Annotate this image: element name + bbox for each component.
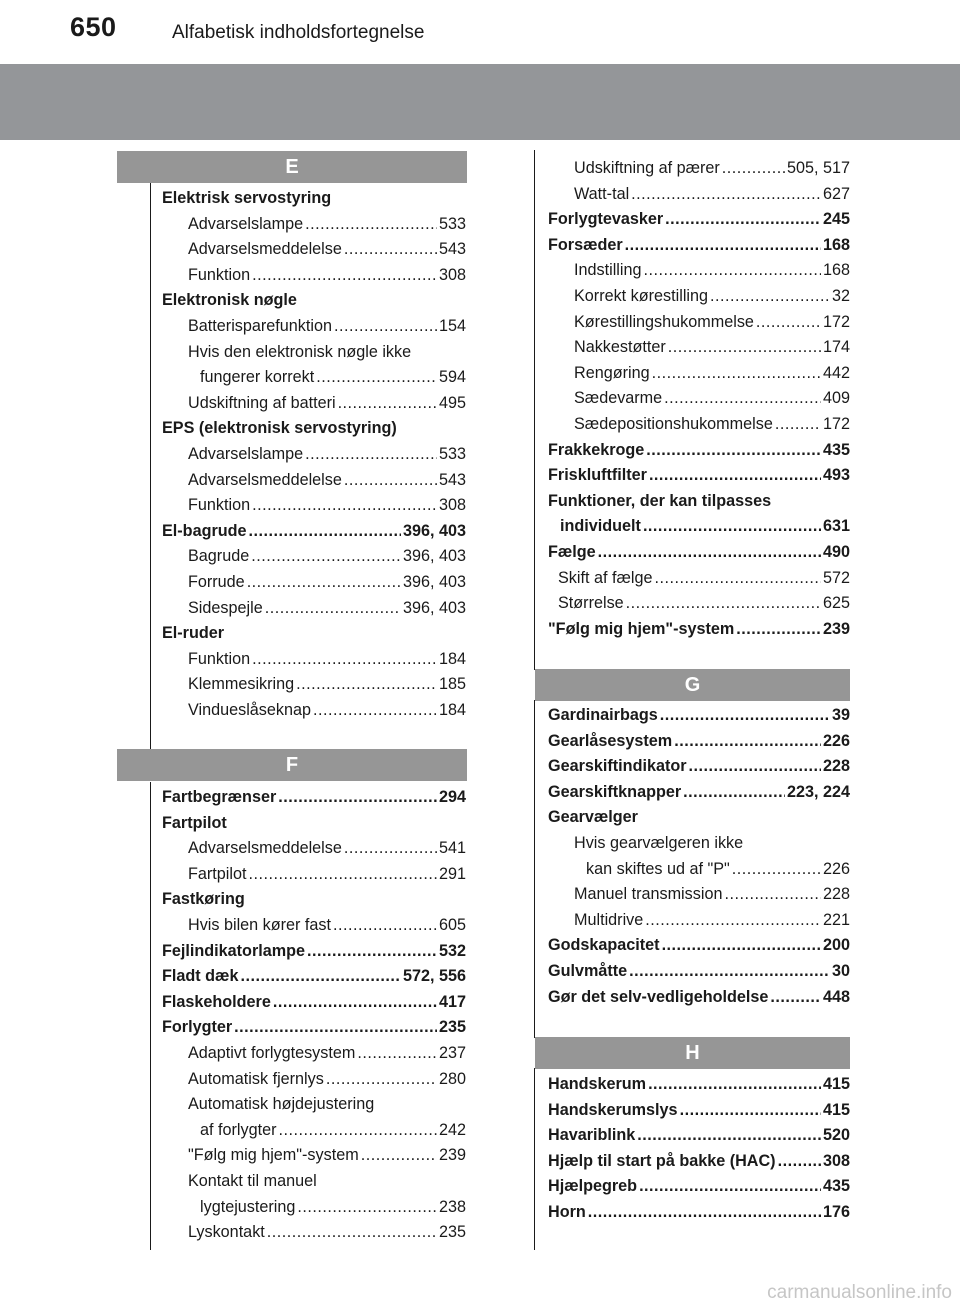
entry-label: Sædevarme bbox=[574, 389, 663, 408]
entry-label: individuelt bbox=[560, 517, 641, 536]
index-entry bbox=[548, 335, 850, 361]
index-entry bbox=[162, 1143, 466, 1169]
entry-page: 39 bbox=[831, 706, 850, 724]
entry-page: 533 bbox=[438, 214, 466, 233]
entry-label: Fejlindikatorlampe bbox=[162, 941, 306, 960]
leader-dots bbox=[736, 617, 821, 643]
entry-label: Hvis bilen kører fast bbox=[188, 915, 332, 934]
entry-page: 168 bbox=[822, 261, 850, 280]
entry-page: 221 bbox=[822, 910, 850, 929]
entry-label: Funktion bbox=[188, 649, 251, 668]
entry-page: 415 bbox=[822, 1100, 850, 1119]
column-rule-right-3 bbox=[534, 1068, 535, 1250]
entry-label: Gulvmåtte bbox=[548, 961, 628, 980]
entry-label: Forlygtevasker bbox=[548, 210, 664, 229]
index-entry bbox=[548, 933, 850, 959]
index-entry bbox=[548, 908, 850, 934]
index-entry bbox=[548, 959, 850, 985]
leader-dots bbox=[247, 570, 401, 596]
leader-dots bbox=[654, 566, 821, 592]
index-entry bbox=[548, 857, 850, 883]
entry-label: Kørestillingshukommelse bbox=[574, 312, 754, 331]
index-list-f-continued bbox=[548, 156, 850, 642]
entry-page: 245 bbox=[822, 210, 850, 229]
leader-dots bbox=[680, 1098, 821, 1124]
leader-dots bbox=[588, 1200, 821, 1226]
entry-label: Gør det selv-vedligeholdelse bbox=[548, 987, 769, 1006]
leader-dots bbox=[326, 1067, 437, 1093]
entry-label: fungerer korrekt bbox=[200, 368, 315, 387]
entry-label: Gearskiftindikator bbox=[548, 757, 687, 776]
entry-label: Havariblink bbox=[548, 1126, 636, 1145]
entry-label: Friskluftfilter bbox=[548, 466, 647, 485]
entry-label: Rengøring bbox=[574, 363, 650, 382]
leader-dots bbox=[724, 882, 821, 908]
index-entry bbox=[548, 1123, 850, 1149]
entry-label: Hjælpegreb bbox=[548, 1177, 638, 1196]
leader-dots bbox=[313, 698, 437, 724]
entry-label: Advarselslampe bbox=[188, 214, 304, 233]
leader-dots bbox=[665, 207, 821, 233]
index-entry bbox=[162, 596, 466, 622]
entry-page: 172 bbox=[822, 312, 850, 331]
index-entry bbox=[162, 1015, 466, 1041]
leader-dots bbox=[644, 258, 821, 284]
entry-page: 543 bbox=[438, 240, 466, 259]
leader-dots bbox=[598, 540, 821, 566]
entry-page: 228 bbox=[822, 757, 850, 776]
index-entry bbox=[162, 391, 466, 417]
entry-page: 435 bbox=[822, 1177, 850, 1196]
entry-page: 226 bbox=[822, 731, 850, 750]
entry-page: 396, 403 bbox=[402, 521, 466, 540]
leader-dots bbox=[637, 1123, 821, 1149]
entry-label: Batterisparefunktion bbox=[188, 316, 332, 335]
entry-label: Udskiftning af batteri bbox=[188, 393, 336, 412]
index-entry bbox=[548, 729, 850, 755]
index-entry bbox=[548, 985, 850, 1011]
entry-page: 396, 403 bbox=[402, 572, 466, 591]
index-entry bbox=[162, 862, 466, 888]
index-entry bbox=[548, 463, 850, 489]
entry-page: 495 bbox=[438, 393, 466, 412]
leader-dots bbox=[249, 519, 401, 545]
leader-dots bbox=[646, 438, 821, 464]
entry-page: 172 bbox=[822, 414, 850, 433]
entry-label: Funktioner, der kan tilpasses bbox=[548, 491, 772, 510]
entry-label: Adaptivt forlygtesystem bbox=[188, 1043, 356, 1062]
page-header bbox=[0, 0, 960, 62]
entry-label: Gardinairbags bbox=[548, 706, 658, 724]
index-entry bbox=[548, 233, 850, 259]
column-rule-right bbox=[534, 150, 535, 670]
entry-label: lygtejustering bbox=[200, 1197, 296, 1216]
entry-label: Elektrisk servostyring bbox=[162, 189, 332, 207]
column-rule-left bbox=[150, 182, 151, 750]
index-entry bbox=[162, 263, 466, 289]
entry-label: Advarselsmeddelelse bbox=[188, 470, 342, 489]
entry-page: 490 bbox=[822, 542, 850, 561]
entry-label: Nakkestøtter bbox=[574, 338, 666, 357]
leader-dots bbox=[361, 1143, 437, 1169]
entry-page: 594 bbox=[438, 368, 466, 387]
index-entry bbox=[162, 990, 466, 1016]
leader-dots bbox=[252, 263, 437, 289]
leader-dots bbox=[297, 1195, 437, 1221]
entry-label: El-ruder bbox=[162, 624, 225, 643]
index-entry bbox=[548, 361, 850, 387]
entry-label: Funktion bbox=[188, 265, 251, 284]
entry-page: 280 bbox=[438, 1069, 466, 1088]
index-entry bbox=[548, 805, 850, 831]
index-entry bbox=[162, 442, 466, 468]
leader-dots bbox=[251, 544, 401, 570]
leader-dots bbox=[344, 468, 437, 494]
index-entry bbox=[162, 964, 466, 990]
section-header-h: H bbox=[535, 1037, 850, 1069]
section-header-e: E bbox=[117, 151, 467, 183]
index-entry bbox=[162, 570, 466, 596]
index-entry bbox=[548, 514, 850, 540]
entry-page: 228 bbox=[822, 885, 850, 904]
index-entry bbox=[162, 811, 466, 837]
leader-dots bbox=[357, 1041, 437, 1067]
index-entry bbox=[162, 212, 466, 238]
entry-page: 442 bbox=[822, 363, 850, 382]
entry-label: Udskiftning af pærer bbox=[574, 159, 720, 177]
entry-label: Klemmesikring bbox=[188, 675, 295, 694]
entry-label: Fartpilot bbox=[188, 864, 247, 883]
index-entry bbox=[548, 156, 850, 182]
index-entry bbox=[548, 754, 850, 780]
entry-page: 30 bbox=[831, 961, 850, 980]
entry-label: Multidrive bbox=[574, 910, 644, 929]
leader-dots bbox=[668, 335, 821, 361]
index-entry bbox=[548, 831, 850, 857]
leader-dots bbox=[629, 959, 830, 985]
entry-page: 239 bbox=[438, 1146, 466, 1165]
index-entry bbox=[162, 785, 466, 811]
leader-dots bbox=[645, 908, 821, 934]
index-entry bbox=[162, 1092, 466, 1118]
entry-label: Frakkekroge bbox=[548, 440, 645, 459]
index-entry bbox=[548, 1072, 850, 1098]
watermark: carmanualsonline.info bbox=[767, 1282, 952, 1303]
leader-dots bbox=[334, 314, 437, 340]
leader-dots bbox=[305, 442, 437, 468]
leader-dots bbox=[307, 939, 437, 965]
entry-label: Handskerumslys bbox=[548, 1100, 678, 1119]
entry-label: Gearvælger bbox=[548, 808, 638, 827]
entry-page: 239 bbox=[822, 619, 850, 638]
entry-label: Advarselsmeddelelse bbox=[188, 839, 342, 858]
entry-label: Fartbegrænser bbox=[162, 788, 277, 806]
entry-page: 308 bbox=[438, 265, 466, 284]
entry-page: 505, 517 bbox=[786, 159, 850, 177]
entry-page: 308 bbox=[438, 496, 466, 515]
entry-label: Fastkøring bbox=[162, 890, 245, 909]
leader-dots bbox=[643, 514, 821, 540]
index-entry bbox=[162, 647, 466, 673]
entry-page: 174 bbox=[822, 338, 850, 357]
index-entry bbox=[162, 939, 466, 965]
entry-label: Flaskeholdere bbox=[162, 992, 271, 1011]
entry-label: Sædepositionshukommelse bbox=[574, 414, 773, 433]
entry-page: 532 bbox=[438, 941, 466, 960]
entry-label: Watt-tal bbox=[574, 184, 630, 203]
index-entry bbox=[548, 310, 850, 336]
index-entry bbox=[548, 284, 850, 310]
leader-dots bbox=[333, 913, 437, 939]
leader-dots bbox=[267, 1220, 437, 1246]
leader-dots bbox=[662, 933, 821, 959]
index-list-g bbox=[548, 703, 850, 1010]
index-entry bbox=[162, 493, 466, 519]
leader-dots bbox=[252, 647, 437, 673]
entry-label: Hvis gearvælgeren ikke bbox=[574, 833, 744, 852]
leader-dots bbox=[234, 1015, 437, 1041]
index-list-e bbox=[162, 186, 466, 723]
entry-label: Gearskiftknapper bbox=[548, 782, 682, 801]
leader-dots bbox=[683, 780, 785, 806]
entry-label: Forrude bbox=[188, 572, 245, 591]
leader-dots bbox=[660, 703, 830, 729]
entry-label: af forlygter bbox=[200, 1120, 277, 1139]
leader-dots bbox=[722, 156, 785, 182]
index-entry bbox=[548, 1149, 850, 1175]
entry-page: 235 bbox=[438, 1018, 466, 1037]
entry-label: Funktion bbox=[188, 496, 251, 515]
entry-page: 520 bbox=[822, 1126, 850, 1145]
column-rule-left-2 bbox=[150, 782, 151, 1250]
entry-page: 396, 403 bbox=[402, 598, 466, 617]
index-entry bbox=[162, 314, 466, 340]
entry-page: 417 bbox=[438, 992, 466, 1011]
entry-page: 409 bbox=[822, 389, 850, 408]
index-entry bbox=[162, 672, 466, 698]
entry-page: 242 bbox=[438, 1120, 466, 1139]
entry-label: Forlygter bbox=[162, 1018, 233, 1037]
leader-dots bbox=[775, 412, 821, 438]
index-entry bbox=[162, 519, 466, 545]
index-entry bbox=[548, 540, 850, 566]
entry-label: Handskerum bbox=[548, 1075, 647, 1093]
entry-label: Elektronisk nøgle bbox=[162, 291, 297, 310]
index-entry bbox=[162, 237, 466, 263]
entry-label: "Følg mig hjem"-system bbox=[548, 619, 735, 638]
index-entry bbox=[548, 438, 850, 464]
leader-dots bbox=[770, 985, 821, 1011]
entry-label: Manuel transmission bbox=[574, 885, 723, 904]
entry-label: Advarselsmeddelelse bbox=[188, 240, 342, 259]
section-header-f: F bbox=[117, 749, 467, 781]
entry-label: Automatisk højdejustering bbox=[188, 1095, 375, 1114]
leader-dots bbox=[265, 596, 401, 622]
entry-page: 533 bbox=[438, 444, 466, 463]
page-number: 650 bbox=[70, 12, 117, 42]
entry-page: 572, 556 bbox=[402, 967, 466, 986]
entry-page: 415 bbox=[822, 1075, 850, 1093]
index-entry bbox=[162, 698, 466, 724]
entry-label: Korrekt kørestilling bbox=[574, 286, 709, 305]
entry-label: Sidespejle bbox=[188, 598, 263, 617]
index-entry bbox=[162, 1041, 466, 1067]
index-entry bbox=[548, 1174, 850, 1200]
entry-label: Bagrude bbox=[188, 547, 250, 566]
entry-page: 448 bbox=[822, 987, 850, 1006]
leader-dots bbox=[248, 862, 437, 888]
leader-dots bbox=[296, 672, 437, 698]
entry-page: 226 bbox=[822, 859, 850, 878]
entry-label: Kontakt til manuel bbox=[188, 1171, 317, 1190]
entry-label: Advarselslampe bbox=[188, 444, 304, 463]
index-entry bbox=[162, 1195, 466, 1221]
leader-dots bbox=[710, 284, 830, 310]
index-entry bbox=[548, 1098, 850, 1124]
leader-dots bbox=[278, 785, 437, 811]
entry-page: 185 bbox=[438, 675, 466, 694]
index-list-h bbox=[548, 1072, 850, 1226]
entry-page: 605 bbox=[438, 915, 466, 934]
index-entry bbox=[162, 544, 466, 570]
leader-dots bbox=[756, 310, 821, 336]
leader-dots bbox=[344, 836, 437, 862]
entry-page: 625 bbox=[822, 594, 850, 613]
header-band bbox=[0, 64, 960, 140]
index-entry bbox=[548, 1200, 850, 1226]
index-entry bbox=[548, 258, 850, 284]
entry-label: Hjælp til start på bakke (HAC) bbox=[548, 1151, 776, 1170]
leader-dots bbox=[674, 729, 821, 755]
leader-dots bbox=[664, 386, 821, 412]
entry-label: Indstilling bbox=[574, 261, 642, 280]
leader-dots bbox=[652, 361, 821, 387]
index-entry bbox=[162, 288, 466, 314]
entry-page: 396, 403 bbox=[402, 547, 466, 566]
entry-label: Fladt dæk bbox=[162, 967, 239, 986]
section-header-g: G bbox=[535, 669, 850, 701]
entry-page: 235 bbox=[438, 1223, 466, 1242]
leader-dots bbox=[252, 493, 437, 519]
index-entry bbox=[548, 591, 850, 617]
entry-label: "Følg mig hjem"-system bbox=[188, 1146, 359, 1165]
entry-page: 493 bbox=[822, 466, 850, 485]
entry-page: 168 bbox=[822, 235, 850, 254]
entry-page: 154 bbox=[438, 316, 466, 335]
leader-dots bbox=[625, 233, 821, 259]
entry-page: 184 bbox=[438, 649, 466, 668]
index-entry bbox=[162, 468, 466, 494]
entry-page: 627 bbox=[822, 184, 850, 203]
leader-dots bbox=[273, 990, 437, 1016]
entry-label: Forsæder bbox=[548, 235, 623, 254]
entry-label: Fælge bbox=[548, 542, 596, 561]
index-entry bbox=[162, 416, 466, 442]
leader-dots bbox=[316, 365, 437, 391]
index-entry bbox=[548, 780, 850, 806]
leader-dots bbox=[338, 391, 437, 417]
leader-dots bbox=[648, 1072, 821, 1098]
entry-page: 572 bbox=[822, 568, 850, 587]
index-entry bbox=[548, 412, 850, 438]
entry-label: Lyskontakt bbox=[188, 1223, 265, 1242]
index-entry bbox=[548, 489, 850, 515]
index-entry bbox=[548, 182, 850, 208]
leader-dots bbox=[631, 182, 821, 208]
index-entry bbox=[162, 186, 466, 212]
entry-page: 184 bbox=[438, 700, 466, 719]
page-title: Alfabetisk indholdsfortegnelse bbox=[172, 22, 425, 43]
entry-page: 631 bbox=[822, 517, 850, 536]
entry-page: 291 bbox=[438, 864, 466, 883]
entry-label: Horn bbox=[548, 1202, 586, 1221]
index-entry bbox=[162, 836, 466, 862]
leader-dots bbox=[626, 591, 821, 617]
index-entry bbox=[162, 913, 466, 939]
leader-dots bbox=[689, 754, 821, 780]
entry-page: 308 bbox=[822, 1151, 850, 1170]
entry-page: 32 bbox=[831, 286, 850, 305]
leader-dots bbox=[778, 1149, 821, 1175]
index-list-f bbox=[162, 785, 466, 1246]
index-entry bbox=[162, 887, 466, 913]
entry-page: 541 bbox=[438, 839, 466, 858]
column-rule-right-2 bbox=[534, 700, 535, 1038]
entry-page: 237 bbox=[438, 1043, 466, 1062]
entry-label: El-bagrude bbox=[162, 521, 247, 540]
entry-label: Gearlåsesystem bbox=[548, 731, 673, 750]
leader-dots bbox=[344, 237, 437, 263]
entry-label: Fartpilot bbox=[162, 813, 227, 832]
index-entry bbox=[162, 1169, 466, 1195]
entry-page: 238 bbox=[438, 1197, 466, 1216]
index-entry bbox=[548, 882, 850, 908]
entry-page: 435 bbox=[822, 440, 850, 459]
entry-page: 543 bbox=[438, 470, 466, 489]
entry-label: Vindueslåseknap bbox=[188, 700, 312, 719]
entry-label: Godskapacitet bbox=[548, 936, 660, 955]
entry-label: EPS (elektronisk servostyring) bbox=[162, 419, 397, 438]
leader-dots bbox=[649, 463, 821, 489]
index-entry bbox=[162, 365, 466, 391]
entry-label: kan skiftes ud af "P" bbox=[586, 859, 730, 878]
index-entry bbox=[162, 1220, 466, 1246]
index-entry bbox=[548, 617, 850, 643]
leader-dots bbox=[278, 1118, 437, 1144]
index-entry bbox=[548, 386, 850, 412]
index-entry bbox=[548, 566, 850, 592]
entry-page: 176 bbox=[822, 1202, 850, 1221]
entry-label: Størrelse bbox=[558, 594, 624, 613]
index-entry bbox=[162, 621, 466, 647]
leader-dots bbox=[240, 964, 401, 990]
entry-label: Skift af fælge bbox=[558, 568, 653, 587]
entry-label: Hvis den elektronisk nøgle ikke bbox=[188, 342, 412, 361]
index-entry bbox=[548, 207, 850, 233]
entry-page: 200 bbox=[822, 936, 850, 955]
index-entry bbox=[162, 1118, 466, 1144]
leader-dots bbox=[732, 857, 821, 883]
leader-dots bbox=[639, 1174, 821, 1200]
entry-page: 294 bbox=[438, 788, 466, 806]
entry-label: Automatisk fjernlys bbox=[188, 1069, 324, 1088]
leader-dots bbox=[305, 212, 437, 238]
index-entry bbox=[162, 340, 466, 366]
index-entry bbox=[548, 703, 850, 729]
index-entry bbox=[162, 1067, 466, 1093]
entry-page: 223, 224 bbox=[786, 782, 850, 801]
